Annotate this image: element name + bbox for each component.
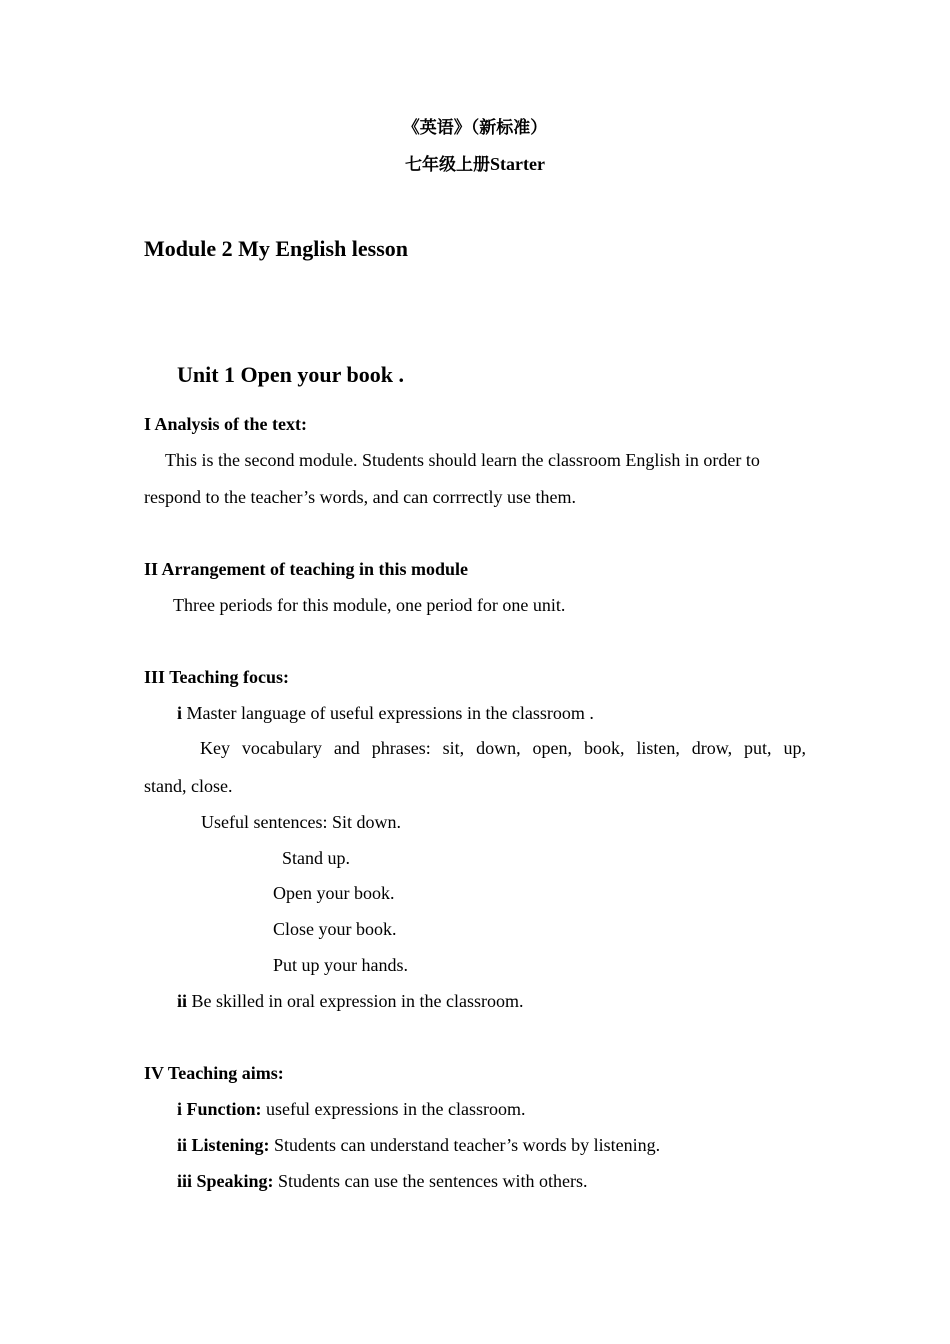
section-aims-heading: IV Teaching aims:: [144, 1063, 284, 1083]
section-arrangement-text: Three periods for this module, one period for one unit.: [173, 595, 566, 615]
focus-vocab-line1: Key vocabulary and phrases: sit, down, open, book, listen, drow, put, up,: [200, 738, 806, 758]
doc-subtitle-en: Starter: [490, 154, 545, 174]
focus-sentences-label: Useful sentences: Sit down.: [201, 812, 401, 832]
module-title: Module 2 My English lesson: [144, 236, 409, 261]
aims-item-text: Students can understand teacher’s words by listening.: [274, 1135, 661, 1155]
doc-subtitle-cn: 七年级上册: [405, 155, 491, 175]
aims-item: [177, 1098, 525, 1120]
unit-title: Unit 1 Open your book .: [177, 362, 404, 387]
focus-item-2-num: ii: [177, 991, 188, 1011]
section-focus-heading: III Teaching focus:: [144, 667, 290, 687]
focus-sentence: Put up your hands.: [273, 955, 408, 975]
focus-sentence: Open your book.: [273, 883, 395, 903]
aims-item-label: i Function:: [177, 1099, 262, 1119]
focus-item-1-num: i: [177, 703, 183, 723]
aims-item-label: ii Listening:: [177, 1135, 270, 1155]
section-arrangement-heading: II Arrangement of teaching in this module: [144, 559, 468, 579]
aims-item: [177, 1134, 660, 1156]
focus-item-1-text: Master language of useful expressions in the classroom .: [186, 703, 594, 723]
focus-item-2: [177, 990, 523, 1012]
focus-sentence: Stand up.: [282, 848, 351, 868]
aims-item-text: useful expressions in the classroom.: [266, 1099, 526, 1119]
focus-item-2-text: Be skilled in oral expression in the classroom.: [191, 991, 524, 1011]
section-analysis-line2: respond to the teacher’s words, and can corrrectly use them.: [144, 487, 577, 507]
focus-sentence: Close your book.: [273, 919, 397, 939]
section-analysis-heading: I Analysis of the text:: [144, 414, 307, 434]
doc-subtitle: [0, 153, 950, 176]
section-analysis-line1: This is the second module. Students should learn the classroom English in order to: [165, 450, 760, 470]
aims-item: [177, 1170, 587, 1192]
focus-vocab-line2: stand, close.: [144, 776, 233, 796]
aims-item-label: iii Speaking:: [177, 1171, 274, 1191]
doc-title-cn: 《英语》（新标准）: [402, 118, 548, 138]
focus-item-1: [177, 702, 594, 724]
aims-item-text: Students can use the sentences with others.: [278, 1171, 588, 1191]
